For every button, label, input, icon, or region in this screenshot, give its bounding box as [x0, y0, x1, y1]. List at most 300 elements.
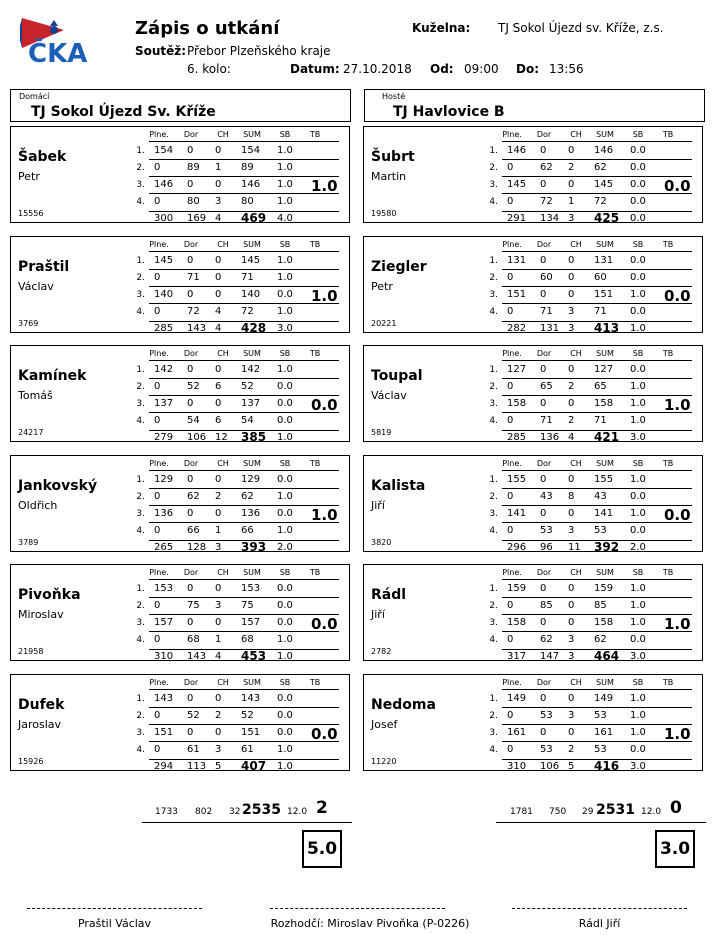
- row-underline: [149, 488, 339, 489]
- score-cell: 0: [507, 600, 514, 612]
- score-cell: 0.0: [277, 693, 293, 704]
- round-number: 4.: [136, 525, 145, 536]
- score-cell: 0.0: [630, 364, 646, 376]
- away-label: Hosté: [382, 92, 406, 101]
- round-number: 3.: [136, 180, 145, 190]
- score-cell: 143: [154, 693, 174, 704]
- score-cell: 1.0: [630, 381, 646, 393]
- score-cell: 2: [568, 415, 575, 427]
- score-cell: 1.0: [277, 305, 293, 317]
- column-header: TB: [662, 568, 674, 578]
- score-cell: 1.0: [630, 415, 646, 427]
- score-cell: 146: [154, 179, 174, 190]
- score-cell: 0: [540, 364, 547, 376]
- score-cell: 1.0: [277, 271, 293, 283]
- column-header: SB: [279, 458, 291, 468]
- score-cell: 143: [241, 693, 261, 704]
- score-cell: 0.0: [277, 288, 293, 300]
- player-registration: 3789: [18, 537, 39, 547]
- column-header: Dor: [183, 239, 199, 249]
- score-cell: 1.0: [630, 288, 646, 300]
- player-total-cell: 3: [568, 651, 575, 663]
- score-cell: 140: [154, 288, 174, 300]
- player-total-cell: 1.0: [277, 761, 293, 772]
- round-number: 1.: [136, 694, 145, 704]
- player-tb: 1.0: [311, 505, 338, 524]
- column-header: SUM: [243, 239, 261, 249]
- score-cell: 2: [215, 490, 222, 502]
- score-cell: 3: [568, 524, 575, 536]
- column-header: Dor: [536, 678, 552, 687]
- score-cell: 0: [154, 524, 161, 536]
- score-cell: 72: [241, 305, 254, 317]
- page-title: Zápis o utkání: [135, 18, 280, 39]
- score-cell: 3: [568, 305, 575, 317]
- row-underline: [502, 269, 692, 270]
- player-total-cell: 296: [507, 541, 527, 553]
- score-cell: 6: [215, 381, 222, 393]
- player-total-cell: 385: [241, 430, 267, 445]
- score-cell: 154: [241, 145, 261, 156]
- player-total-cell: 265: [154, 541, 174, 553]
- score-cell: 80: [187, 196, 200, 207]
- player-tb: 0.0: [311, 725, 338, 743]
- away-team-name: TJ Havlovice B: [393, 104, 505, 120]
- column-header: SB: [279, 239, 291, 249]
- player-registration: 11220: [371, 757, 397, 766]
- column-header: CH: [217, 568, 229, 578]
- score-cell: 0.0: [277, 710, 293, 721]
- score-cell: 0: [154, 415, 161, 427]
- round-number: 1.: [489, 474, 498, 485]
- end-value: 13:56: [549, 62, 584, 76]
- column-header: Plne.: [502, 130, 522, 139]
- player-surname: Kalista: [371, 477, 426, 494]
- score-cell: 153: [241, 583, 261, 595]
- player-firstname: Václav: [18, 279, 54, 293]
- player-total-cell: 2.0: [630, 541, 646, 553]
- score-cell: 1.0: [277, 364, 293, 376]
- column-header: CH: [217, 458, 229, 468]
- score-cell: 0.0: [630, 490, 646, 502]
- score-cell: 0.0: [630, 305, 646, 317]
- referee-name: Rozhodčí: Miroslav Pivoňka (P-0226): [270, 917, 470, 930]
- score-cell: 53: [594, 744, 607, 755]
- player-total-cell: 407: [241, 759, 267, 773]
- player-total-cell: 128: [187, 541, 207, 553]
- round-number: 4.: [136, 416, 145, 427]
- player-firstname: Miroslav: [18, 608, 64, 622]
- away-total-ch: 29: [582, 807, 594, 817]
- score-cell: 53: [540, 524, 553, 536]
- column-header: SB: [279, 130, 291, 139]
- score-cell: 68: [241, 634, 254, 646]
- column-header: Dor: [183, 458, 199, 468]
- column-header: SUM: [243, 349, 261, 359]
- player-registration: 3820: [371, 537, 392, 547]
- column-header: SB: [279, 678, 291, 687]
- column-header: Plne.: [502, 458, 522, 468]
- player-tb: 1.0: [311, 177, 338, 195]
- score-cell: 131: [594, 254, 614, 266]
- score-cell: 62: [540, 162, 553, 173]
- column-header: SUM: [596, 678, 614, 687]
- score-cell: 2: [215, 710, 222, 721]
- score-cell: 0: [568, 600, 575, 612]
- row-underline: [149, 707, 339, 708]
- score-cell: 75: [187, 600, 200, 612]
- player-total-cell: 3.0: [277, 322, 293, 334]
- score-cell: 75: [241, 600, 254, 612]
- away-total-tb: 0: [670, 798, 682, 818]
- score-cell: 52: [187, 381, 200, 393]
- score-cell: 0: [507, 162, 514, 173]
- score-cell: 71: [540, 305, 553, 317]
- player-tb: 0.0: [664, 286, 691, 305]
- score-cell: 1.0: [277, 162, 293, 173]
- round-number: 1.: [136, 584, 145, 595]
- column-header: Plne.: [149, 678, 169, 687]
- row-underline: [502, 159, 692, 160]
- player-total-cell: 469: [241, 211, 267, 225]
- away-player-card: [363, 674, 703, 771]
- column-header: Dor: [183, 568, 199, 578]
- score-cell: 71: [540, 415, 553, 427]
- score-cell: 0: [507, 744, 514, 755]
- player-total-cell: 317: [507, 651, 527, 663]
- score-cell: 54: [187, 415, 200, 427]
- round-number: 1.: [136, 255, 145, 266]
- column-header: Plne.: [149, 239, 169, 249]
- score-cell: 65: [540, 381, 553, 393]
- score-cell: 3: [215, 196, 222, 207]
- away-points-box: 3.0: [655, 830, 695, 868]
- soutez-value: Přebor Plzeňského kraje: [187, 44, 331, 58]
- player-registration: 5819: [371, 428, 392, 438]
- score-cell: 0: [154, 600, 161, 612]
- score-cell: 0.0: [630, 634, 646, 646]
- round-number: 1.: [489, 584, 498, 595]
- score-cell: 53: [594, 524, 607, 536]
- score-cell: 1.0: [630, 583, 646, 595]
- score-cell: 0: [154, 744, 161, 755]
- score-cell: 0: [568, 271, 575, 283]
- column-header: TB: [309, 239, 321, 249]
- score-cell: 158: [594, 398, 614, 410]
- round-number: 3.: [136, 508, 145, 519]
- player-total-cell: 1.0: [277, 432, 293, 444]
- score-cell: 0: [568, 693, 575, 704]
- score-cell: 0: [215, 254, 222, 266]
- player-total-cell: 421: [594, 430, 620, 445]
- player-registration: 15556: [18, 209, 44, 218]
- score-cell: 0: [568, 398, 575, 410]
- player-total-cell: 5: [568, 761, 575, 772]
- score-cell: 0: [187, 617, 194, 629]
- score-cell: 149: [594, 693, 614, 704]
- score-cell: 161: [507, 727, 527, 738]
- player-total-cell: 285: [507, 432, 527, 444]
- header-underline: [149, 141, 339, 142]
- score-cell: 145: [154, 254, 174, 266]
- score-cell: 85: [594, 600, 607, 612]
- column-header: Dor: [536, 458, 552, 468]
- score-cell: 1: [215, 634, 222, 646]
- score-cell: 0.0: [277, 473, 293, 485]
- score-cell: 0: [507, 710, 514, 721]
- column-header: SB: [632, 349, 644, 359]
- round-number: 2.: [136, 382, 145, 393]
- header-underline: [149, 251, 339, 252]
- player-tb: 1.0: [664, 396, 691, 415]
- score-cell: 0.0: [277, 727, 293, 738]
- player-total-cell: 12: [215, 432, 228, 444]
- score-cell: 151: [241, 727, 261, 738]
- score-cell: 1.0: [630, 710, 646, 721]
- column-header: CH: [217, 239, 229, 249]
- player-registration: 3769: [18, 318, 39, 328]
- score-cell: 0: [154, 710, 161, 721]
- score-cell: 158: [594, 617, 614, 629]
- column-header: TB: [309, 458, 321, 468]
- score-cell: 0: [568, 179, 575, 190]
- column-header: SUM: [596, 349, 614, 359]
- round-number: 3.: [489, 508, 498, 519]
- column-header: Dor: [536, 568, 552, 578]
- score-cell: 0.0: [630, 524, 646, 536]
- score-cell: 153: [154, 583, 174, 595]
- score-cell: 0: [507, 634, 514, 646]
- round-number: 4.: [489, 306, 498, 317]
- round-number: 4.: [136, 306, 145, 317]
- score-cell: 0: [568, 254, 575, 266]
- score-cell: 158: [507, 617, 527, 629]
- score-cell: 66: [187, 524, 200, 536]
- score-cell: 4: [215, 305, 222, 317]
- cka-logo: [20, 18, 98, 70]
- score-cell: 71: [241, 271, 254, 283]
- header-underline: [502, 579, 692, 580]
- score-cell: 142: [154, 364, 174, 376]
- away-player-card: [363, 455, 703, 552]
- score-cell: 0.0: [277, 415, 293, 427]
- player-firstname: Josef: [371, 718, 398, 731]
- player-total-cell: 1.0: [277, 651, 293, 663]
- round-number: 4.: [136, 197, 145, 207]
- column-header: SB: [632, 458, 644, 468]
- away-player-card: [363, 564, 703, 664]
- score-cell: 145: [507, 179, 527, 190]
- player-firstname: Jiří: [371, 498, 385, 512]
- score-cell: 72: [540, 196, 553, 207]
- score-cell: 0: [187, 254, 194, 266]
- score-cell: 1.0: [630, 398, 646, 410]
- player-firstname: Petr: [18, 170, 40, 183]
- kuzelna-value: TJ Sokol Újezd sv. Kříže, z.s.: [498, 21, 664, 35]
- column-header: SUM: [243, 568, 261, 578]
- score-cell: 1.0: [630, 693, 646, 704]
- player-total-cell: 2.0: [277, 541, 293, 553]
- score-cell: 3: [568, 710, 575, 721]
- away-total-plne: 1781: [510, 807, 533, 817]
- score-cell: 1.0: [277, 490, 293, 502]
- round-number: 2.: [136, 163, 145, 173]
- score-cell: 1: [215, 524, 222, 536]
- player-total-cell: 393: [241, 539, 267, 554]
- round-number: 1.: [489, 694, 498, 704]
- player-surname: Pivoňka: [18, 587, 81, 604]
- round-number: 4.: [489, 525, 498, 536]
- header-underline: [149, 579, 339, 580]
- score-cell: 1.0: [630, 473, 646, 485]
- column-header: TB: [662, 349, 674, 359]
- column-header: SUM: [596, 568, 614, 578]
- round-number: 3.: [489, 289, 498, 300]
- score-cell: 1.0: [277, 145, 293, 156]
- home-label: Domácí: [19, 92, 50, 101]
- score-cell: 0: [187, 583, 194, 595]
- home-team-name: TJ Sokol Újezd Sv. Kříže: [31, 104, 216, 120]
- score-cell: 0.0: [630, 744, 646, 755]
- score-cell: 0.0: [277, 617, 293, 629]
- row-underline: [502, 378, 692, 379]
- player-total-cell: 143: [187, 322, 207, 334]
- player-total-cell: 3.0: [630, 651, 646, 663]
- player-total-cell: 282: [507, 322, 527, 334]
- score-cell: 146: [594, 145, 614, 156]
- row-underline: [502, 707, 692, 708]
- score-cell: 157: [241, 617, 261, 629]
- column-header: CH: [217, 130, 229, 139]
- score-cell: 0: [154, 381, 161, 393]
- player-surname: Ziegler: [371, 258, 427, 275]
- score-cell: 0: [568, 727, 575, 738]
- score-cell: 71: [594, 415, 607, 427]
- score-cell: 127: [507, 364, 527, 376]
- player-total-cell: 291: [507, 213, 527, 224]
- date-value: 27.10.2018: [343, 62, 412, 76]
- score-cell: 0: [540, 145, 547, 156]
- row-underline: [502, 597, 692, 598]
- player-total-cell: 3: [568, 213, 575, 224]
- soutez-label: Soutěž:: [135, 44, 187, 58]
- player-tb: 1.0: [664, 725, 691, 743]
- home-team-box: [10, 89, 351, 122]
- player-surname: Nedoma: [371, 697, 436, 713]
- score-cell: 53: [594, 710, 607, 721]
- score-cell: 2: [568, 744, 575, 755]
- score-cell: 159: [507, 583, 527, 595]
- score-cell: 0: [507, 524, 514, 536]
- header-underline: [502, 141, 692, 142]
- away-signature-line: [512, 908, 687, 909]
- player-surname: Šabek: [18, 149, 67, 165]
- score-cell: 129: [241, 473, 261, 485]
- home-total-ch: 32: [229, 807, 241, 817]
- score-cell: 141: [507, 507, 527, 519]
- home-player-card: [10, 564, 350, 664]
- player-tb: 1.0: [311, 286, 338, 305]
- away-total-dor: 750: [549, 807, 567, 817]
- round-number: 4.: [489, 197, 498, 207]
- home-total-plne: 1733: [155, 807, 178, 817]
- score-cell: 52: [241, 710, 254, 721]
- score-cell: 0.0: [630, 196, 646, 207]
- score-cell: 0: [187, 288, 194, 300]
- home-total-sum: 2535: [242, 802, 281, 818]
- score-cell: 71: [594, 305, 607, 317]
- column-header: CH: [570, 678, 582, 687]
- start-value: 09:00: [464, 62, 499, 76]
- column-header: TB: [662, 130, 674, 139]
- score-cell: 0: [187, 507, 194, 519]
- column-header: SUM: [243, 678, 261, 687]
- score-cell: 0: [154, 271, 161, 283]
- player-registration: 15926: [18, 757, 44, 766]
- score-cell: 54: [241, 415, 254, 427]
- score-cell: 0: [215, 617, 222, 629]
- player-total-cell: 310: [507, 761, 527, 772]
- player-firstname: Martin: [371, 170, 407, 183]
- column-header: TB: [662, 458, 674, 468]
- round-number: 2.: [489, 491, 498, 502]
- player-total-cell: 300: [154, 213, 174, 224]
- column-header: CH: [570, 349, 582, 359]
- score-cell: 129: [154, 473, 174, 485]
- home-player-card: [10, 126, 350, 223]
- score-cell: 2: [568, 381, 575, 393]
- score-cell: 1.0: [630, 600, 646, 612]
- score-cell: 0.0: [630, 145, 646, 156]
- score-cell: 151: [154, 727, 174, 738]
- header-underline: [149, 470, 339, 471]
- away-total-sb: 12.0: [641, 807, 662, 817]
- score-cell: 3: [215, 744, 222, 755]
- column-header: Plne.: [149, 568, 169, 578]
- score-cell: 61: [241, 744, 254, 755]
- score-cell: 0: [154, 162, 161, 173]
- away-player-card: [363, 236, 703, 333]
- column-header: TB: [309, 130, 321, 139]
- player-total-cell: 106: [187, 432, 207, 444]
- score-cell: 0: [540, 254, 547, 266]
- score-cell: 72: [187, 305, 200, 317]
- player-total-cell: 4: [568, 432, 575, 444]
- column-header: TB: [309, 678, 321, 687]
- round-number: 1.: [489, 146, 498, 156]
- score-cell: 0: [540, 583, 547, 595]
- score-cell: 3: [215, 600, 222, 612]
- score-cell: 159: [594, 583, 614, 595]
- player-total-cell: 428: [241, 320, 267, 335]
- player-total-cell: 279: [154, 432, 174, 444]
- score-cell: 131: [507, 254, 527, 266]
- score-cell: 146: [507, 145, 527, 156]
- column-header: Plne.: [149, 458, 169, 468]
- score-cell: 0: [187, 398, 194, 410]
- round-number: 3.: [489, 399, 498, 410]
- home-signature-line: [27, 908, 202, 909]
- player-surname: Toupal: [371, 368, 423, 385]
- home-total-tb: 2: [316, 798, 328, 818]
- player-total-cell: 453: [241, 649, 267, 664]
- player-total-cell: 4: [215, 651, 222, 663]
- column-header: Dor: [183, 130, 199, 139]
- start-label: Od:: [430, 62, 454, 76]
- column-header: SUM: [243, 130, 261, 139]
- player-total-cell: 147: [540, 651, 560, 663]
- round-number: 1.: [136, 365, 145, 376]
